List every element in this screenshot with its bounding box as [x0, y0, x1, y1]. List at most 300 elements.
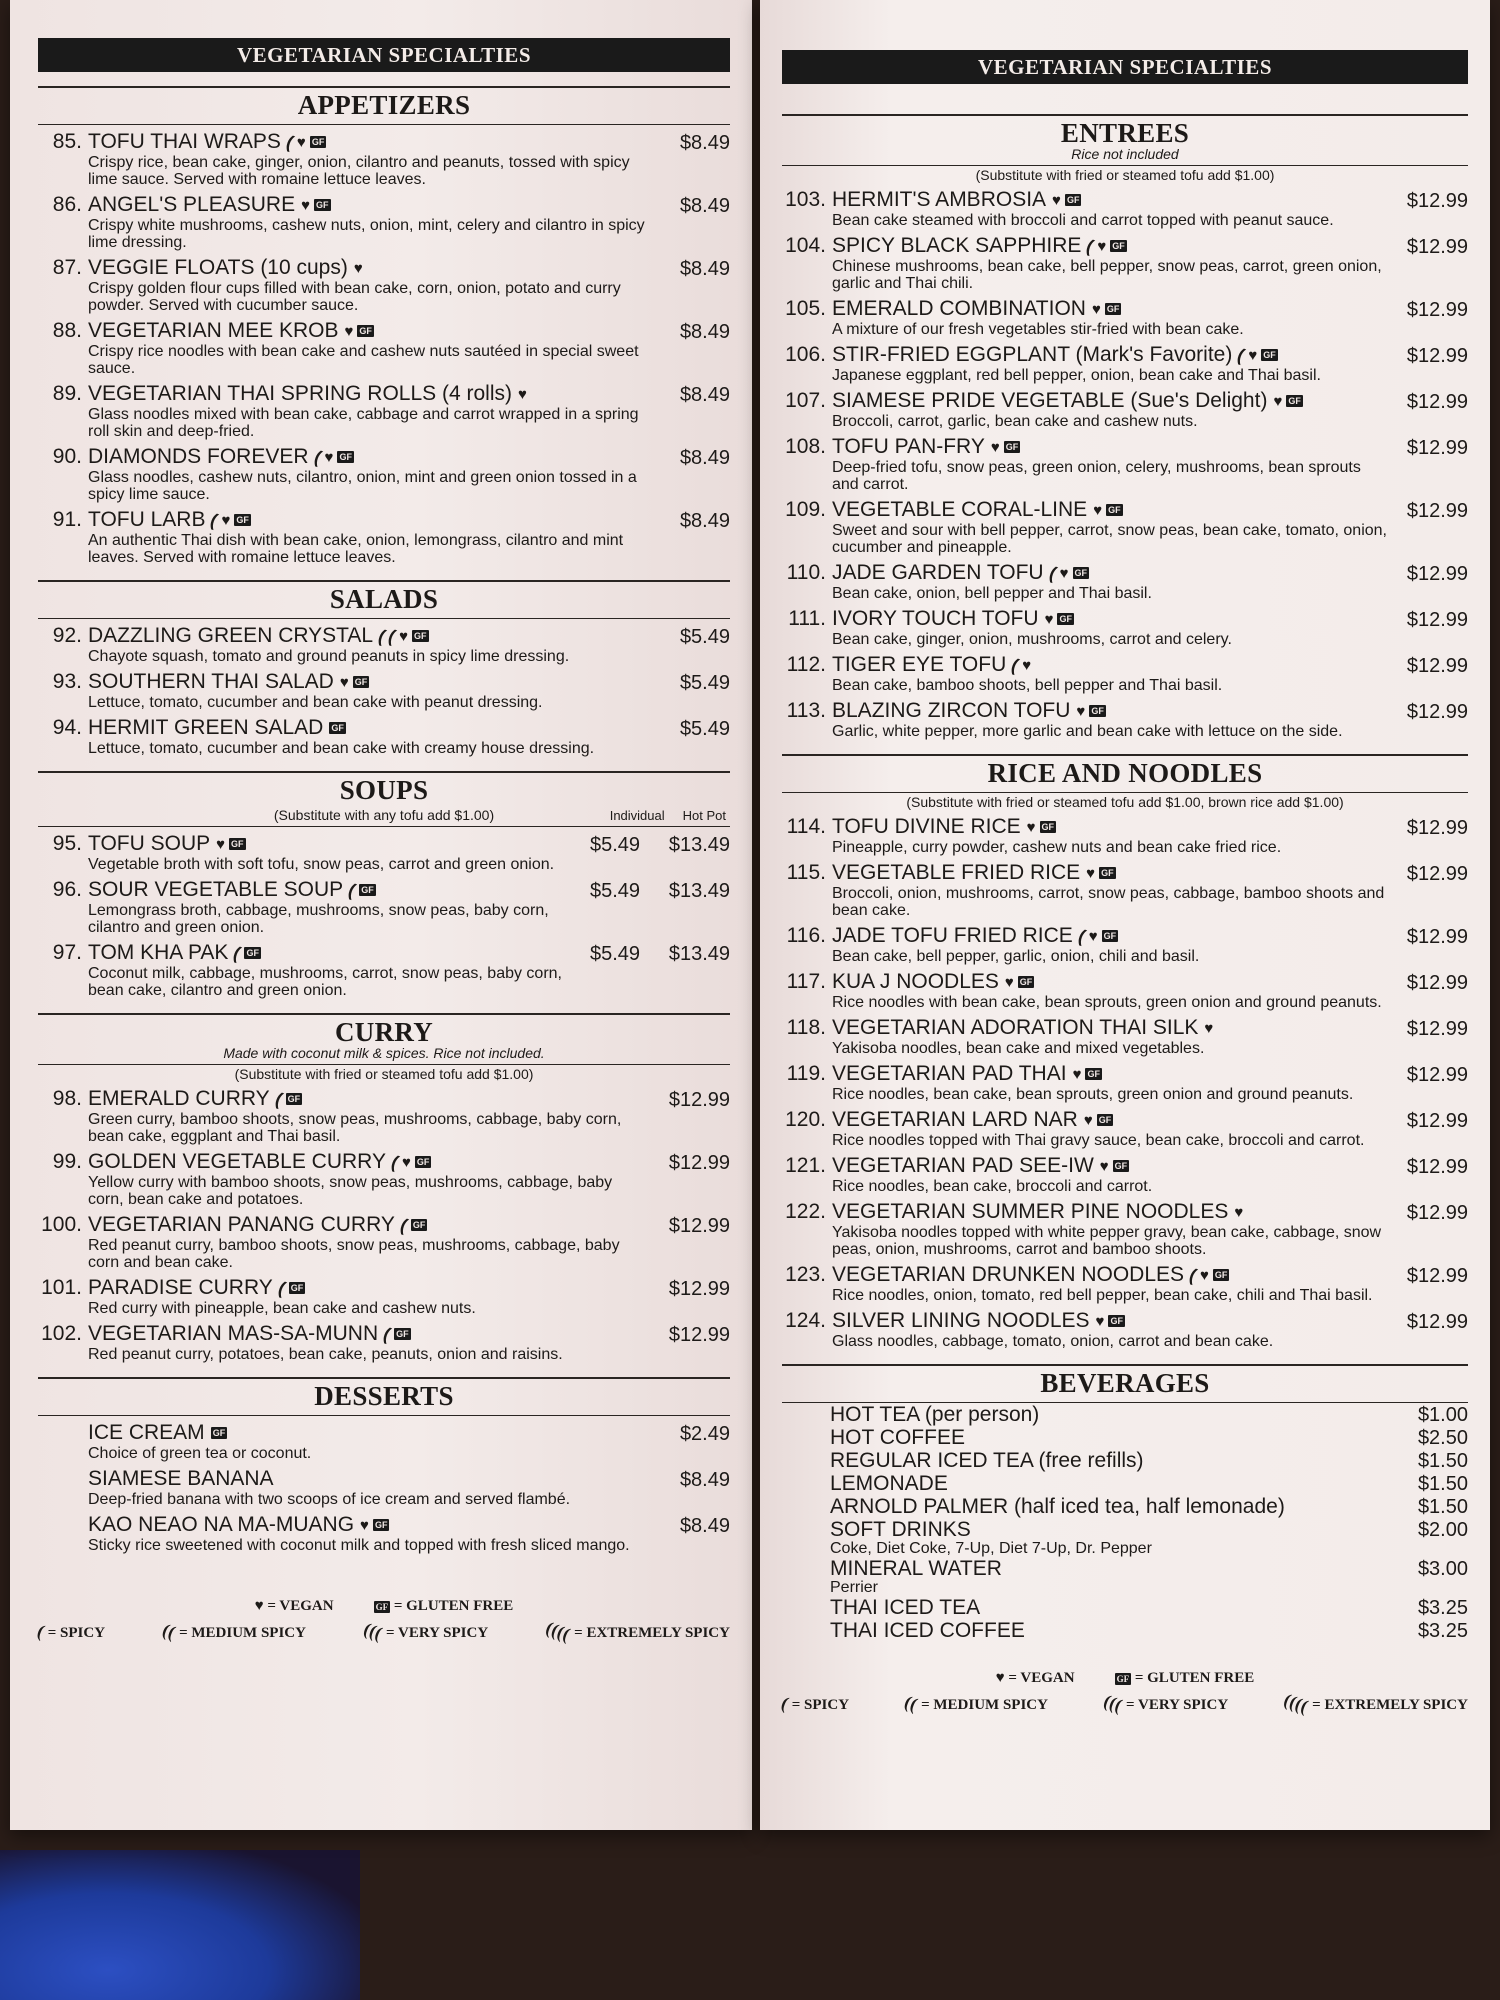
menu-item	[782, 861, 1468, 919]
vegan-heart-icon: ♥	[221, 511, 231, 529]
chili-icon: ((	[902, 1691, 921, 1715]
chili-icon: (	[1235, 345, 1248, 366]
item-description: Yellow curry with bamboo shoots, snow peas, mushrooms, cabbage, baby corn, bean cake and potatoes.	[88, 1174, 613, 1208]
menu-page-left	[10, 0, 752, 1830]
beverage-description: Coke, Diet Coke, 7-Up, Diet 7-Up, Dr. Pepper	[830, 1540, 1152, 1557]
legend-medium	[902, 1691, 1048, 1715]
item-name: VEGETARIAN ADORATION THAI SILK	[832, 1016, 1199, 1039]
item-price: $12.99	[668, 1324, 730, 1346]
gluten-free-icon: GF	[1106, 304, 1120, 315]
legend-extreme-label: = EXTREMELY SPICY	[574, 1625, 730, 1641]
item-price: $8.49	[679, 1469, 730, 1491]
item-price: $12.99	[1406, 1311, 1468, 1333]
section-subtitle: Made with coconut milk & spices. Rice not included.	[223, 1045, 545, 1061]
menu-item	[782, 653, 1468, 694]
gluten-free-icon: GF	[412, 1220, 426, 1231]
menu-item	[38, 1322, 730, 1363]
legend-gluten-label: = GLUTEN FREE	[1134, 1670, 1255, 1686]
item-name: IVORY TOUCH TOFU	[832, 607, 1039, 630]
item-description: Glass noodles, cabbage, tomato, onion, carrot and bean cake.	[832, 1333, 1274, 1350]
legend-extreme	[1281, 1689, 1468, 1717]
item-description: Garlic, white pepper, more garlic and bean cake with lettuce on the side.	[832, 723, 1343, 740]
chili-icon: (	[275, 1278, 289, 1299]
item-price: $5.49	[679, 718, 730, 740]
item-number: 123.	[785, 1263, 826, 1286]
item-number: 101.	[41, 1276, 82, 1299]
legend-vegan-label: = VEGAN	[267, 1598, 334, 1614]
item-name: SIAMESE PRIDE VEGETABLE (Sue's Delight)	[832, 389, 1268, 412]
item-description: Bean cake, bell pepper, garlic, onion, chili and basil.	[832, 948, 1200, 965]
item-name: KUA J NOODLES	[832, 970, 999, 993]
item-name: SOUR VEGETABLE SOUP	[88, 878, 344, 901]
gluten-free-icon: GF	[331, 723, 344, 734]
curry-list	[38, 1087, 730, 1363]
chili-icon: (	[231, 943, 244, 964]
menu-item	[782, 188, 1468, 229]
price-hotpot: $13.49	[668, 943, 730, 965]
vegan-heart-icon: ♥	[517, 385, 527, 403]
legend-spicy	[778, 1692, 850, 1714]
chili-icon: (	[1009, 655, 1022, 676]
item-number: 104.	[785, 234, 826, 257]
item-number: 113.	[786, 699, 826, 722]
menu-item	[38, 256, 730, 314]
gluten-free-icon: GF	[1110, 1316, 1123, 1327]
divider	[38, 618, 730, 619]
item-number: 93.	[52, 670, 82, 693]
menu-item	[38, 716, 730, 757]
price-individual: $5.49	[590, 880, 641, 902]
item-description: Rice noodles with bean cake, bean sprouts, green onion and ground peanuts.	[832, 994, 1382, 1011]
chili-icon: ((((	[543, 1617, 574, 1645]
item-description: Red peanut curry, potatoes, bean cake, peanuts, onion and raisins.	[88, 1346, 563, 1363]
vegan-heart-icon: ♥	[1076, 702, 1086, 720]
item-number: 87.	[52, 256, 82, 279]
chili-icon: ((	[160, 1619, 179, 1643]
gluten-free-icon: GF	[1103, 931, 1117, 942]
price-individual: $5.49	[590, 834, 641, 856]
beverage-price: $1.50	[1417, 1473, 1468, 1495]
item-description: Lettuce, tomato, cucumber and bean cake with peanut dressing.	[88, 694, 543, 711]
item-description: Glass noodles, cashew nuts, cilantro, onion, mint and green onion tossed in a spicy lime sauce.	[88, 469, 637, 503]
beverage-name: THAI ICED TEA	[830, 1596, 981, 1619]
rice-noodles-list	[782, 815, 1468, 1350]
vegan-heart-icon: ♥	[1004, 973, 1014, 991]
legend-spicy	[34, 1620, 106, 1642]
gluten-free-icon: GF	[1005, 442, 1019, 453]
chili-icon: (	[34, 1620, 48, 1642]
item-number: 94.	[52, 716, 82, 739]
page-banner: VEGETARIAN SPECIALTIES	[38, 38, 730, 72]
beverage-name: SOFT DRINKS	[830, 1518, 971, 1541]
page-banner: VEGETARIAN SPECIALTIES	[782, 50, 1468, 84]
divider	[38, 1064, 730, 1065]
item-price: $8.49	[679, 384, 730, 406]
vegan-heart-icon: ♥	[254, 1598, 264, 1614]
vegan-heart-icon: ♥	[1091, 300, 1101, 318]
menu-item	[782, 924, 1468, 965]
item-name: VEGETARIAN MAS-SA-MUNN	[88, 1322, 379, 1345]
vegan-heart-icon: ♥	[1022, 656, 1032, 674]
item-number: 86.	[52, 193, 82, 216]
gluten-free-icon: GF	[375, 1602, 389, 1612]
menu-item	[782, 1200, 1468, 1258]
desserts-list	[38, 1421, 730, 1554]
vegan-heart-icon: ♥	[324, 448, 334, 466]
item-name: DIAMONDS FOREVER	[88, 445, 309, 468]
item-number: 88.	[52, 319, 82, 342]
vegan-heart-icon: ♥	[1200, 1266, 1209, 1284]
menu-item	[782, 1062, 1468, 1103]
section-title-entrees: ENTREES	[782, 114, 1468, 149]
item-name: BLAZING ZIRCON TOFU	[832, 699, 1071, 722]
vegan-heart-icon: ♥	[339, 673, 349, 691]
menu-item	[782, 970, 1468, 1011]
legend-spicy-label: = SPICY	[791, 1697, 850, 1713]
chili-icon: (	[311, 447, 324, 468]
chili-icon: (	[397, 1215, 411, 1236]
beverage-name: ARNOLD PALMER (half iced tea, half lemonade)	[830, 1495, 1285, 1518]
vegan-heart-icon: ♥	[1204, 1019, 1214, 1037]
chili-icon: (	[208, 510, 221, 531]
item-name: ANGEL'S PLEASURE	[88, 193, 296, 216]
divider	[38, 124, 730, 125]
beverage-price: $3.25	[1417, 1597, 1468, 1619]
beverage-price: $2.00	[1417, 1519, 1468, 1541]
section-title-desserts: DESSERTS	[38, 1377, 730, 1412]
item-number: 89.	[52, 382, 82, 405]
section-note: (Substitute with fried or steamed tofu add $1.00)	[234, 1066, 534, 1082]
item-name: PARADISE CURRY	[88, 1276, 273, 1299]
item-name: HERMIT'S AMBROSIA	[832, 188, 1047, 211]
gluten-free-icon: GF	[1116, 1674, 1130, 1684]
item-name: VEGETARIAN PAD SEE-IW	[832, 1154, 1094, 1177]
vegan-heart-icon: ♥	[990, 438, 1000, 456]
item-price: $8.49	[679, 195, 730, 217]
menu-item	[38, 1150, 730, 1208]
vegan-heart-icon: ♥	[401, 1153, 411, 1171]
item-number: 91.	[52, 508, 82, 531]
item-name: VEGETARIAN THAI SPRING ROLLS (4 rolls)	[88, 382, 512, 405]
item-price: $12.99	[1406, 563, 1468, 585]
item-price: $12.99	[1406, 236, 1468, 258]
menu-item	[88, 1513, 730, 1554]
item-price: $12.99	[1406, 1265, 1468, 1287]
menu-item	[782, 815, 1468, 856]
item-description: Yakisoba noodles topped with white pepper gravy, bean cake, cabbage, snow peas, onion, mushrooms, carrot and bamboo shoots.	[832, 1224, 1382, 1258]
gluten-free-icon: GF	[339, 452, 352, 463]
item-price: $8.49	[679, 321, 730, 343]
beverage-item	[782, 1473, 1468, 1495]
item-description: Bean cake steamed with broccoli and carrot topped with peanut sauce.	[832, 212, 1334, 229]
gluten-free-icon: GF	[1114, 1161, 1128, 1172]
chili-icon: (	[1046, 563, 1059, 584]
item-name: HERMIT GREEN SALAD	[88, 716, 324, 739]
item-description: Chayote squash, tomato and ground peanuts in spicy lime dressing.	[88, 648, 570, 665]
legend-very-label: = VERY SPICY	[1125, 1697, 1229, 1713]
beverage-description: Perrier	[830, 1579, 879, 1596]
chili-icon: ((((	[1281, 1689, 1312, 1717]
item-description: Japanese eggplant, red bell pepper, onion, bean cake and Thai basil.	[832, 367, 1321, 384]
vegan-heart-icon: ♥	[353, 259, 363, 277]
item-number: 98.	[52, 1087, 82, 1110]
section-note: (Substitute with fried or steamed tofu add $1.00, brown rice add $1.00)	[906, 794, 1344, 810]
beverage-price: $1.50	[1417, 1450, 1468, 1472]
item-number: 103.	[785, 188, 826, 211]
item-description: Crispy white mushrooms, cashew nuts, onion, mint, celery and cilantro in spicy lime dressing.	[88, 217, 645, 251]
gluten-free-icon: GF	[236, 515, 249, 526]
chili-icon: (	[1186, 1265, 1200, 1286]
item-description: Sweet and sour with bell pepper, carrot, snow peas, bean cake, tomato, onion, cucumber and pineapple.	[832, 522, 1387, 556]
vegan-heart-icon: ♥	[399, 627, 409, 645]
item-number: 111.	[788, 607, 826, 630]
item-number: 110.	[786, 561, 826, 584]
menu-item	[38, 130, 730, 188]
beverage-price: $3.25	[1417, 1620, 1468, 1642]
menu-item	[38, 382, 730, 440]
item-number: 97.	[52, 941, 82, 964]
beverage-price: $1.00	[1417, 1404, 1468, 1426]
beverage-price: $1.50	[1417, 1496, 1468, 1518]
item-number: 124.	[785, 1309, 826, 1332]
item-number: 108.	[785, 435, 826, 458]
menu-page-right	[760, 0, 1490, 1830]
item-description: Yakisoba noodles, bean cake and mixed vegetables.	[832, 1040, 1205, 1057]
chili-icon: (	[385, 626, 399, 647]
legend-medium-label: = MEDIUM SPICY	[179, 1625, 306, 1641]
menu-item	[38, 832, 730, 873]
menu-item	[88, 1467, 730, 1508]
section-note: (Substitute with any tofu add $1.00)	[273, 807, 495, 823]
section-title-beverages: BEVERAGES	[782, 1364, 1468, 1399]
item-name: SILVER LINING NOODLES	[832, 1309, 1090, 1332]
legend	[34, 1598, 730, 1645]
item-number: 106.	[785, 343, 826, 366]
item-price: $8.49	[679, 510, 730, 532]
gluten-free-icon: GF	[361, 885, 374, 896]
menu-item	[38, 1087, 730, 1145]
item-name: TOFU THAI WRAPS	[88, 130, 281, 153]
menu-item	[38, 624, 730, 665]
item-name: TOM KHA PAK	[88, 941, 229, 964]
gluten-free-icon: GF	[1074, 568, 1087, 579]
item-description: Deep-fried tofu, snow peas, green onion, celery, mushrooms, bean sprouts and carrot.	[832, 459, 1361, 493]
item-number: 117.	[786, 970, 826, 993]
item-description: Sticky rice sweetened with coconut milk and topped with fresh sliced mango.	[88, 1537, 630, 1554]
gluten-free-icon: GF	[1087, 1069, 1100, 1080]
chili-icon: (	[272, 1089, 285, 1110]
entrees-list	[782, 188, 1468, 740]
menu-item	[38, 1276, 730, 1317]
item-name: STIR-FRIED EGGPLANT (Mark's Favorite)	[832, 343, 1233, 366]
gluten-free-icon: GF	[1288, 396, 1301, 407]
item-price: $12.99	[668, 1089, 730, 1111]
beverage-item	[782, 1620, 1468, 1642]
menu-item	[782, 699, 1468, 740]
gluten-free-icon: GF	[1091, 706, 1104, 717]
item-number: 112.	[786, 653, 826, 676]
item-price: $12.99	[1406, 972, 1468, 994]
vegan-heart-icon: ♥	[1248, 346, 1258, 364]
gluten-free-icon: GF	[396, 1329, 409, 1340]
vegan-heart-icon: ♥	[216, 835, 226, 853]
appetizers-list	[38, 130, 730, 566]
item-description: Coconut milk, cabbage, mushrooms, carrot, snow peas, baby corn, bean cake, cilantro and green onion.	[88, 965, 562, 999]
beverage-item	[782, 1427, 1468, 1449]
menu-item	[782, 343, 1468, 384]
item-price: $12.99	[1406, 391, 1468, 413]
menu-item	[782, 561, 1468, 602]
item-description: An authentic Thai dish with bean cake, onion, lemongrass, cilantro and mint leaves. Served with romaine lettuce leaves.	[88, 532, 624, 566]
item-price: $12.99	[668, 1152, 730, 1174]
gluten-free-icon: GF	[1041, 822, 1055, 833]
vegan-heart-icon: ♥	[1099, 1157, 1109, 1175]
chili-icon: (	[283, 132, 297, 153]
item-name: GOLDEN VEGETABLE CURRY	[88, 1150, 386, 1173]
legend-medium-label: = MEDIUM SPICY	[921, 1697, 1048, 1713]
gluten-free-icon: GF	[231, 839, 244, 850]
section-subtitle: Rice not included	[1071, 146, 1179, 162]
item-name: SOUTHERN THAI SALAD	[88, 670, 334, 693]
legend-gluten	[374, 1598, 514, 1615]
beverage-name: HOT TEA (per person)	[830, 1403, 1040, 1426]
vegan-heart-icon: ♥	[1083, 1111, 1093, 1129]
section-title-salads: SALADS	[38, 580, 730, 615]
legend-gluten-label: = GLUTEN FREE	[393, 1598, 514, 1614]
item-name: JADE TOFU FRIED RICE	[832, 924, 1073, 947]
item-name: ICE CREAM	[88, 1421, 205, 1444]
item-name: EMERALD COMBINATION	[832, 297, 1086, 320]
item-description: Deep-fried banana with two scoops of ice cream and served flambé.	[88, 1491, 571, 1508]
legend-very-label: = VERY SPICY	[385, 1625, 489, 1641]
menu-item	[38, 1213, 730, 1271]
item-description: Lemongrass broth, cabbage, mushrooms, snow peas, baby corn, cilantro and green onion.	[88, 902, 549, 936]
item-number: 90.	[52, 445, 82, 468]
item-price: $12.99	[1406, 701, 1468, 723]
item-number: 99.	[52, 1150, 82, 1173]
item-price: $2.49	[679, 1423, 730, 1445]
vegan-heart-icon: ♥	[1044, 610, 1054, 628]
menu-item	[782, 1263, 1468, 1304]
vegan-heart-icon: ♥	[1059, 564, 1069, 582]
gluten-free-icon: GF	[1214, 1270, 1228, 1281]
legend-gluten	[1115, 1670, 1255, 1687]
item-price: $12.99	[1406, 437, 1468, 459]
item-number: 102.	[41, 1322, 82, 1345]
item-price: $8.49	[679, 447, 730, 469]
item-description: Crispy rice, bean cake, ginger, onion, cilantro and peanuts, tossed with spicy lime sauce. Served with romaine lettuce leaves.	[88, 154, 630, 188]
menu-item	[782, 234, 1468, 292]
menu-item	[782, 435, 1468, 493]
item-name: TIGER EYE TOFU	[832, 653, 1007, 676]
item-number: 100.	[41, 1213, 82, 1236]
menu-item	[782, 389, 1468, 430]
item-name: VEGETABLE FRIED RICE	[832, 861, 1081, 884]
item-name: JADE GARDEN TOFU	[832, 561, 1044, 584]
menu-item	[782, 297, 1468, 338]
gluten-free-icon: GF	[212, 1428, 226, 1439]
background-fabric	[0, 1850, 360, 2000]
item-number: 105.	[785, 297, 826, 320]
item-price: $8.49	[679, 1515, 730, 1537]
menu-item	[782, 1108, 1468, 1149]
item-price: $12.99	[1406, 299, 1468, 321]
col-individual: Individual	[609, 808, 665, 823]
item-description: Bean cake, bamboo shoots, bell pepper and Thai basil.	[832, 677, 1223, 694]
item-price: $5.49	[679, 626, 730, 648]
menu-item	[38, 508, 730, 566]
chili-icon: (	[345, 880, 359, 901]
menu-item	[782, 607, 1468, 648]
item-name: EMERALD CURRY	[88, 1087, 270, 1110]
legend-very	[1101, 1690, 1229, 1716]
item-description: Vegetable broth with soft tofu, snow peas, carrot and green onion.	[88, 856, 555, 873]
item-name: VEGETARIAN SUMMER PINE NOODLES	[832, 1200, 1229, 1223]
item-description: Chinese mushrooms, bean cake, bell pepper, snow peas, carrot, green onion, garlic and Thai chili.	[832, 258, 1382, 292]
item-description: Crispy golden flour cups filled with bean cake, corn, onion, potato and curry powder. Served with cucumber sauce.	[88, 280, 621, 314]
gluten-free-icon: GF	[287, 1094, 301, 1105]
col-hotpot: Hot Pot	[682, 808, 726, 823]
chili-icon: (	[375, 626, 389, 647]
menu-item	[782, 1309, 1468, 1350]
beverage-item	[782, 1597, 1468, 1619]
legend	[778, 1670, 1468, 1717]
vegan-heart-icon: ♥	[1072, 1065, 1082, 1083]
menu-item	[38, 319, 730, 377]
menu-item	[88, 1421, 730, 1462]
price-individual: $5.49	[590, 943, 641, 965]
beverage-item	[782, 1496, 1468, 1518]
chili-icon: (((	[1101, 1690, 1126, 1716]
vegan-heart-icon: ♥	[1093, 501, 1103, 519]
item-description: Lettuce, tomato, cucumber and bean cake with creamy house dressing.	[88, 740, 595, 757]
legend-medium	[160, 1619, 306, 1643]
item-number: 96.	[52, 878, 82, 901]
item-name: VEGETARIAN PANANG CURRY	[88, 1213, 395, 1236]
vegan-heart-icon: ♥	[1026, 818, 1036, 836]
item-price: $8.49	[679, 132, 730, 154]
legend-vegan	[996, 1670, 1075, 1687]
legend-extreme	[543, 1617, 730, 1645]
vegan-heart-icon: ♥	[1273, 392, 1283, 410]
item-description: Pineapple, curry powder, cashew nuts and bean cake fried rice.	[832, 839, 1282, 856]
item-name: DAZZLING GREEN CRYSTAL	[88, 624, 374, 647]
item-number: 119.	[786, 1062, 826, 1085]
item-price: $12.99	[1406, 345, 1468, 367]
legend-extreme-label: = EXTREMELY SPICY	[1312, 1697, 1468, 1713]
gluten-free-icon: GF	[354, 677, 368, 688]
item-name: TOFU LARB	[88, 508, 206, 531]
gluten-free-icon: GF	[290, 1283, 304, 1294]
item-description: Rice noodles, bean cake, bean sprouts, green onion and ground peanuts.	[832, 1086, 1354, 1103]
item-price: $12.99	[1406, 655, 1468, 677]
item-description: A mixture of our fresh vegetables stir-fried with bean cake.	[832, 321, 1244, 338]
item-name: VEGGIE FLOATS (10 cups)	[88, 256, 348, 279]
item-number: 107.	[785, 389, 826, 412]
item-prices	[590, 878, 730, 903]
item-description: Bean cake, ginger, onion, mushrooms, carrot and celery.	[832, 631, 1232, 648]
chili-icon: (	[388, 1152, 402, 1173]
beverage-item	[782, 1558, 1468, 1596]
gluten-free-icon: GF	[1263, 350, 1276, 361]
item-price: $8.49	[679, 258, 730, 280]
item-price: $12.99	[1406, 1202, 1468, 1224]
vegan-heart-icon: ♥	[1052, 191, 1061, 209]
item-number: 114.	[786, 815, 826, 838]
item-number: 116.	[786, 924, 826, 947]
item-price: $12.99	[668, 1278, 730, 1300]
item-description: Red curry with pineapple, bean cake and cashew nuts.	[88, 1300, 476, 1317]
